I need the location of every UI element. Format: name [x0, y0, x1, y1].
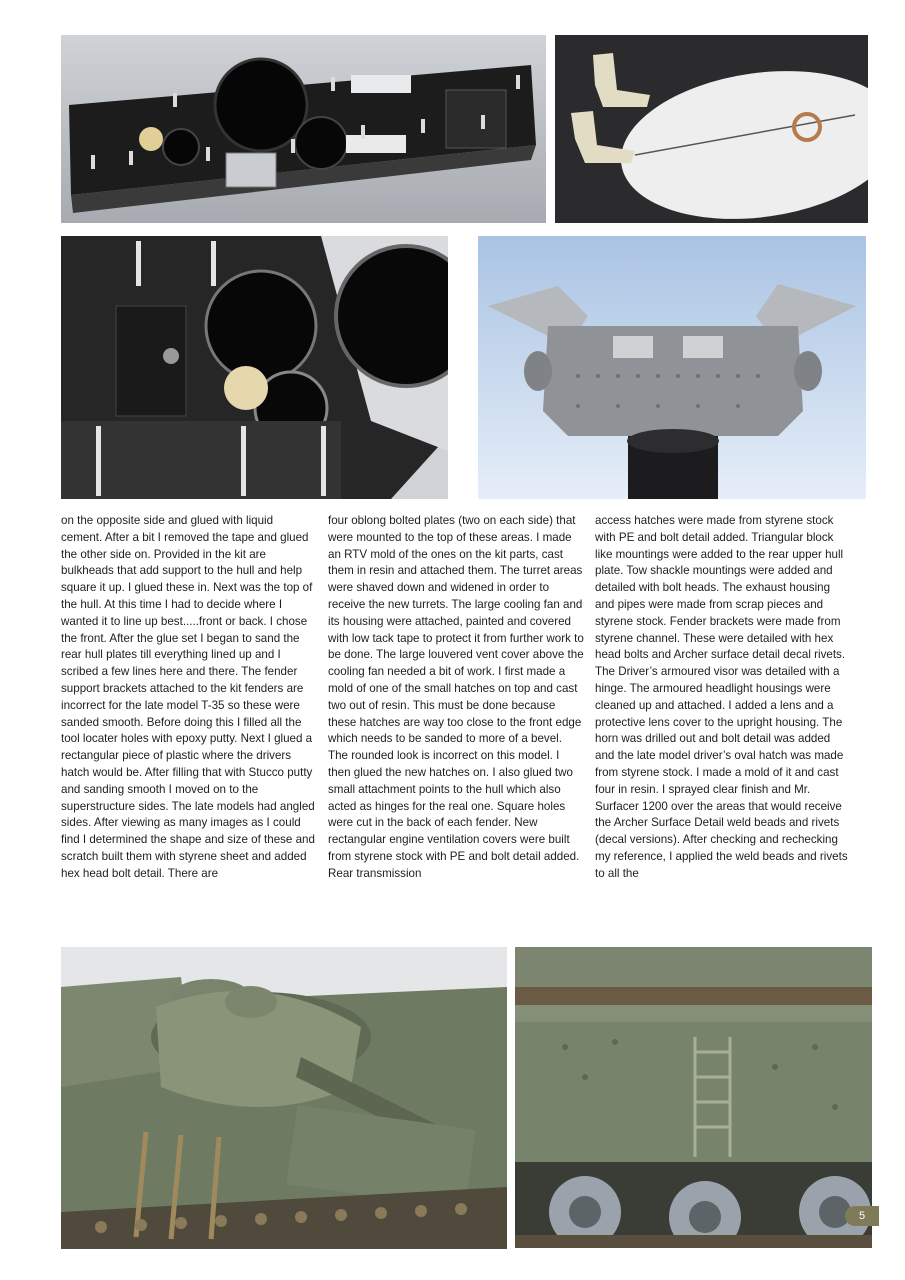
page-number-badge: 5 — [845, 1206, 879, 1226]
side-plate-illustration — [515, 947, 872, 1248]
hull-top-plate-illustration — [61, 35, 546, 223]
body-text-column-2: four oblong bolted plates (two on each side) that were mounted to the top of these areas. I made an RTV mold of the ones on the kit parts, cast them in resin and attached them. The turret areas were shaved down and widened in order to receive the new turrets. The large cooling fan and its housing were attached, painted and covered with low tack tape to protect it from further work to be done. The large louvered vent cover above the cooling fan needed a bit of work. I first made a mold of one of the small hatches on top and cast two out of resin. This must be done because these hatches are way too close to the front edge which needs to be sanded to more of a bevel. The rounded look is incorrect on this model. I then glued the new hatches on. I also glued two small attachment points to the hull which also acted as hinges for the real one. Square holes were cut in the back of each fender. New rectangular engine ventilation covers were built from styrene stock with PE and bolt detail added. Rear transmission — [328, 514, 584, 880]
turret-deck-illustration — [61, 947, 507, 1249]
hull-closeup-photo — [61, 236, 448, 499]
oval-hatch-photo — [555, 35, 868, 223]
turret-deck-photo — [61, 947, 507, 1249]
oval-hatch-illustration — [555, 35, 868, 223]
hull-top-plate-photo — [61, 35, 546, 223]
body-text-column-1: on the opposite side and glued with liquid cement. After a bit I removed the tape and glued the other side on. Provided in the kit are bulkheads that add support to the hull and help square it up. I glued these in. Next was the top of the hull. At this time I had to decide where I wanted it to line up best.....front or back. I chose the front. After the glue set I began to sand the rear hull plates till everything lined up and I scribed a few lines here and there. The fender support brackets attached to the kit fenders are incorrect for the late model T-35 so these were sanded smooth. Before doing this I filled all the tool locater holes with epoxy putty. Next I glued a rectangular piece of plastic where the drivers hatch would be. After filling that with Stucco putty and sanding smooth I moved on to the superstructure sides. The late models had angled sides. After viewing as many images as I could find I determined the shape and size of these and scratch built them with styrene sheet and added hex head bolt detail. There are — [61, 514, 315, 880]
rear-hull-photo — [478, 236, 866, 499]
rear-hull-illustration — [478, 236, 866, 499]
hull-closeup-illustration — [61, 236, 448, 499]
side-plate-photo — [515, 947, 872, 1248]
body-text-column-3: access hatches were made from styrene stock with PE and bolt detail added. Triangular block like mountings were added to the rear upper hull plate. Tow shackle mountings were added and detailed with bolt heads. The exhaust housing and pipes were made from scrap pieces and styrene stock. Fender brackets were made from styrene channel. These were detailed with hex head bolts and Archer surface detail decal rivets. The Driver’s armoured visor was detailed with a hinge. The armoured headlight housings were cleaned up and attached. I added a lens and a protective lens cover to the upright housing. The horn was drilled out and bolt detail was added and the late model driver’s oval hatch was made from styrene stock. I made a mold of it and cast four in resin. I sprayed clear finish and Mr. Surfacer 1200 over the areas that would receive the Archer Surface Detail weld beads and rivets (decal versions). After checking and rechecking my reference, I applied the weld beads and rivets to all the — [595, 514, 848, 880]
